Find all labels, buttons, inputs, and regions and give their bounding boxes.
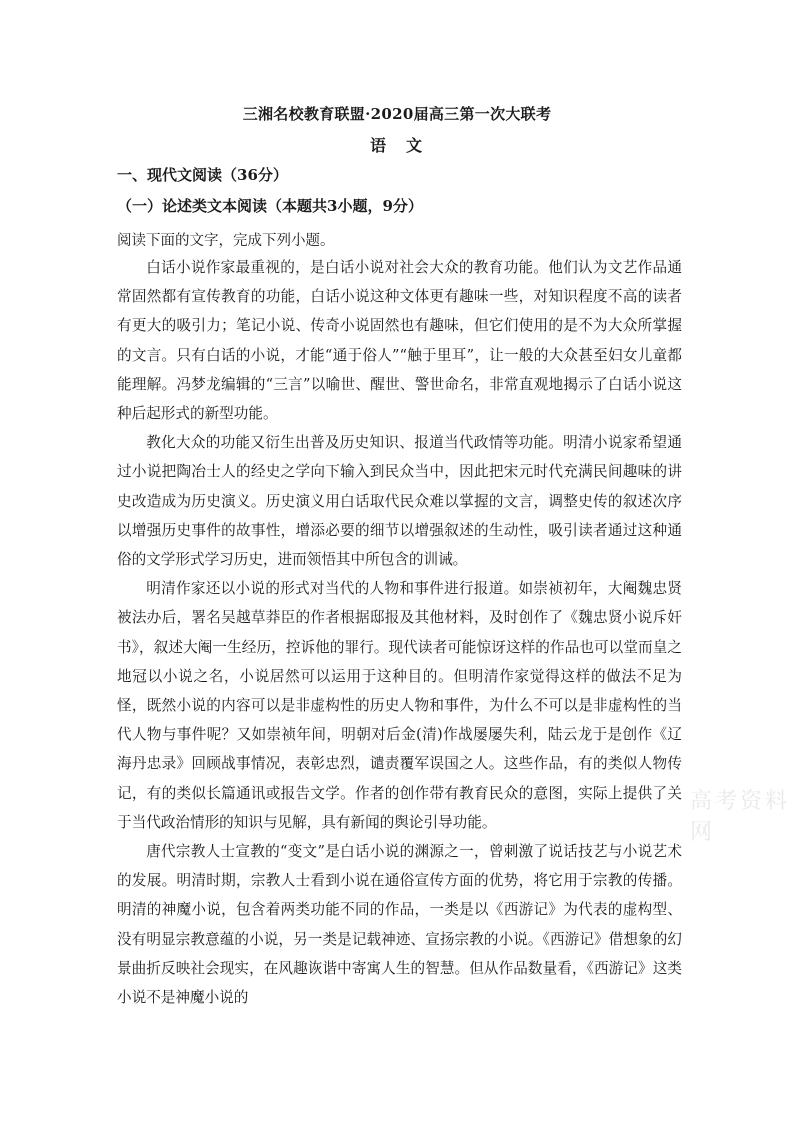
subject-title: 语 文	[369, 136, 424, 155]
paragraph-4: 唐代宗教人士宣教的“变文”是白话小说的渊源之一，曾刺激了说话技艺与小说艺术的发展。明清时期，宗教人士看到小说在通俗宣传方面的优势，将它用于宗教的传播。明清的神魔小说，包含着两类功能不同的作品，一类是以《西游记》为代表的虚构型、没有明显宗教意蕴的小说，另一类是记载神迹、宣扬宗教的小说。《西游记》借想象的幻景曲折反映社会现实，在风趣诙谐中寄寓人生的智慧。但从作品数量看，《西游记》这类小说不是神魔小说的	[117, 843, 682, 1007]
section-heading: 一、现代文阅读（36分）	[117, 166, 288, 184]
paragraph-2: 教化大众的功能又衍生出普及历史知识、报道当代政情等功能。明清小说家希望通过小说把陶冶士人的经史之学向下输入到民众当中，因此把宋元时代充满民间趣味的讲史改造成为历史演义。历史演义用白话取代民众难以掌握的文言，调整史传的叙述次序以增强历史事件的故事性，增添必要的细节以增强叙述的生动性，吸引读者通过这种通俗的文学形式学习历史，进而领悟其中所包含的训诫。	[117, 434, 682, 569]
subsection-heading: （一）论述类文本阅读（本题共3小题，9分）	[117, 197, 423, 215]
document-title: 三湘名校教育联盟·2020届高三第一次大联考	[242, 105, 552, 123]
paragraph-1: 白话小说作家最重视的，是白话小说对社会大众的教育功能。他们认为文艺作品通常固然都有宣传教育的功能，白话小说这种文体更有趣味一些，对知识程度不高的读者有更大的吸引力；笔记小说、传奇小说固然也有趣味，但它们使用的是不为大众所掌握的文言。只有白话的小说，才能“通于俗人”“触于里耳”，让一般的大众甚至妇女儿童都能理解。冯梦龙编辑的“三言”以喻世、醒世、警世命名，非常直观地揭示了白话小说这种后起形式的新型功能。	[117, 259, 682, 423]
paragraph-3: 明清作家还以小说的形式对当代的人物和事件进行报道。如崇祯初年，大阉魏忠贤被法办后，署名吴越草莽臣的作者根据邸报及其他材料，及时创作了《魏忠贤小说斥奸书》，叙述大阉一生经历，控诉他的罪行。现代读者可能惊讶这样的作品也可以堂而皇之地冠以小说之名，小说居然可以运用于这种目的。但明清作家觉得这样的做法不足为怪，既然小说的内容可以是非虚构性的历史人物和事件，为什么不可以是非虚构性的当代人物与事件呢？又如崇祯年间，明朝对后金(清)作战屡屡失利，陆云龙于是创作《辽海丹忠录》回顾战事情况，表彰忠烈，谴责覆军误国之人。这些作品，有的类似人物传记，有的类似长篇通讯或报告文学。作者的创作带有教育民众的意图，实际上提供了关于当代政治情形的知识与见解，具有新闻的舆论引导功能。	[117, 580, 682, 831]
watermark: 高考资料网	[690, 789, 791, 845]
article-body	[117, 253, 682, 1012]
reading-instruction: 阅读下面的文字，完成下列小题。	[117, 233, 335, 249]
